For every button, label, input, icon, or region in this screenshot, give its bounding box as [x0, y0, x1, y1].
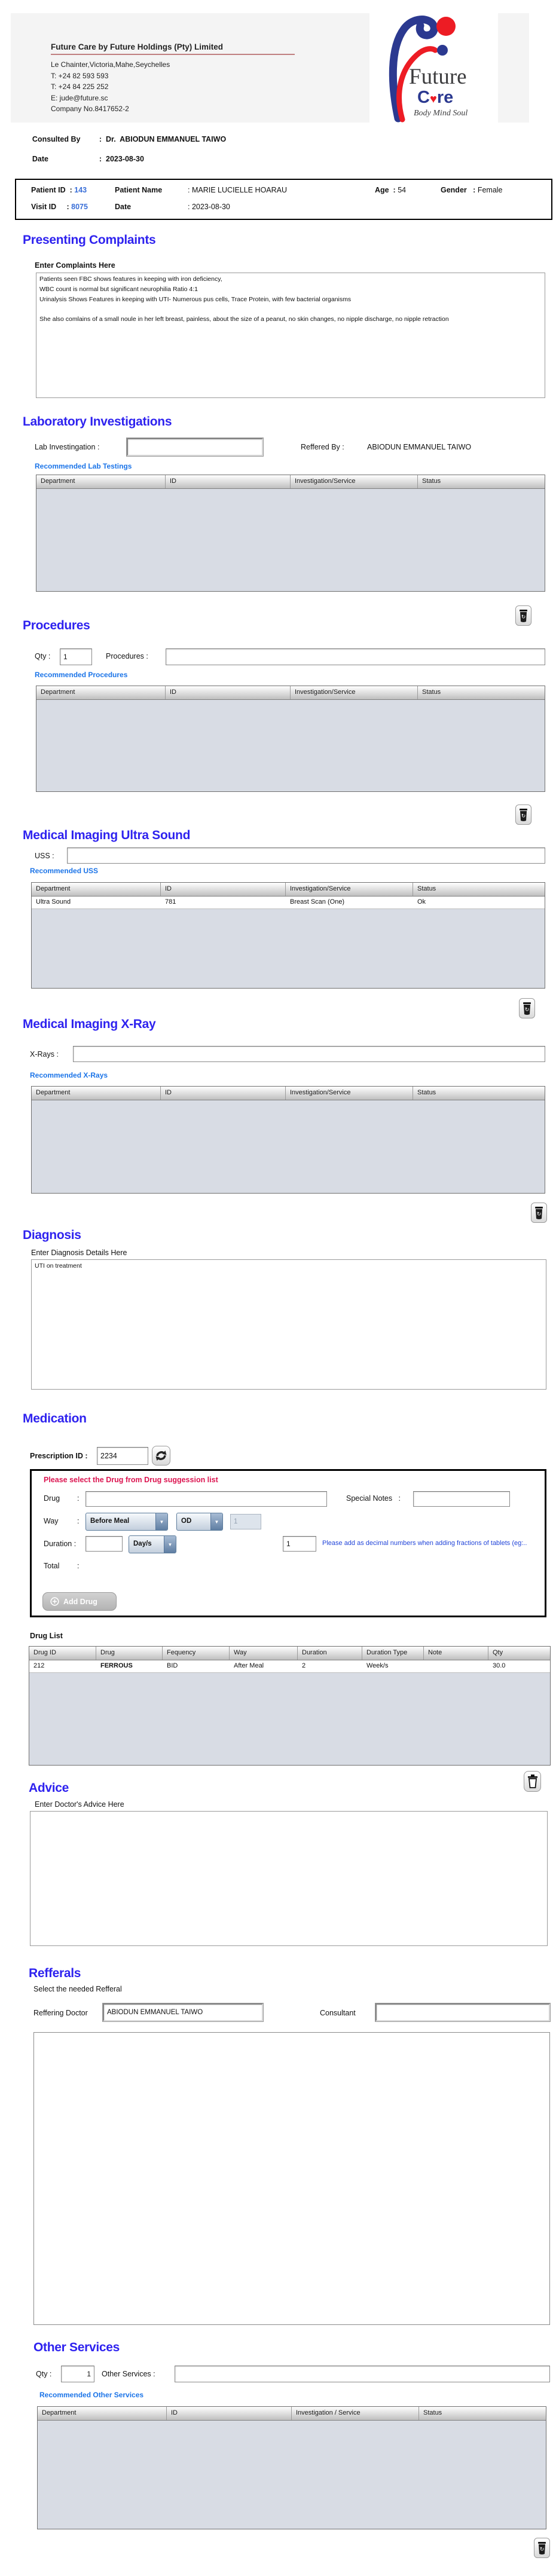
diagnosis-textarea[interactable]: [31, 1259, 546, 1390]
other-services-input-label: Other Services :: [102, 2370, 155, 2378]
section-title-advice: Advice: [29, 1781, 69, 1795]
referred-by-value: ABIODUN EMMANUEL TAIWO: [367, 443, 472, 451]
drug-input[interactable]: [85, 1491, 327, 1507]
procedures-table-header: [36, 686, 545, 700]
other-qty-input[interactable]: [61, 2366, 94, 2382]
cell-way: After Meal: [234, 1662, 264, 1669]
drug-list-header: [29, 1647, 550, 1660]
svg-text:Body Mind Soul: Body Mind Soul: [414, 109, 468, 118]
visit-id-value: 8075: [69, 203, 88, 211]
total-colon: :: [77, 1562, 80, 1570]
column-header: Department: [36, 686, 166, 699]
column-header: Status: [423, 2409, 442, 2416]
company-logo: [369, 13, 498, 123]
column-header: ID: [167, 2407, 292, 2420]
delete-procedures-table-button[interactable]: [515, 804, 531, 825]
patient-name-value: : MARIE LUCIELLE HOARAU: [188, 186, 288, 194]
visit-date-value: : 2023-08-30: [188, 203, 230, 211]
section-title-laboratory: Laboratory Investigations: [23, 415, 172, 429]
cell-department: Ultra Sound: [36, 898, 71, 905]
procedures-input[interactable]: [166, 648, 545, 665]
delete-xray-table-button[interactable]: [531, 1203, 547, 1223]
company-number-line: Company No.8417652-2: [51, 105, 129, 114]
consultant-label: Consultant: [320, 2009, 356, 2017]
way-label: Way: [44, 1517, 59, 1525]
address-line: Le Chainter,Victoria,Mahe,Seychelles: [51, 60, 170, 69]
other-qty-label: Qty :: [36, 2370, 52, 2378]
recommended-uss-label: Recommended USS: [30, 867, 99, 875]
meal-timing-select[interactable]: [85, 1513, 168, 1531]
column-header: Drug: [96, 1647, 163, 1660]
patient-id-value: 143: [72, 186, 87, 194]
column-header: Investigation/Service: [291, 475, 418, 488]
date-value: : 2023-08-30: [99, 155, 144, 163]
column-header: Fequency: [163, 1647, 230, 1660]
date-line: [24, 146, 144, 172]
column-header: Qty: [493, 1649, 503, 1656]
xray-table-header: [32, 1087, 545, 1100]
special-notes-input[interactable]: [413, 1491, 510, 1507]
age-label: Age :: [375, 186, 396, 194]
svg-text:↻: ↻: [521, 813, 526, 819]
reffering-doctor-label: Reffering Doctor: [33, 2009, 88, 2017]
future-care-logo-graphic: [369, 13, 498, 123]
trash-bin-icon: [534, 1206, 544, 1220]
complaints-textarea[interactable]: [36, 273, 545, 398]
consulted-by-value: : Dr. ABIODUN EMMANUEL TAIWO: [99, 135, 227, 143]
procedures-qty-input[interactable]: [60, 648, 92, 665]
chevron-down-icon: ▼: [164, 1536, 176, 1553]
prescription-id-label: Prescription ID :: [30, 1452, 88, 1460]
duration-type-select[interactable]: [129, 1535, 176, 1553]
section-title-refferals: Refferals: [29, 1966, 81, 1980]
patient-name-field: [115, 186, 287, 194]
way-qty-input: [230, 1514, 261, 1529]
drug-list-table: [29, 1646, 551, 1766]
patient-info-box: [15, 179, 552, 220]
delete-uss-table-button[interactable]: [519, 998, 535, 1018]
lab-testings-table: [36, 475, 545, 592]
column-header: Department: [36, 475, 166, 488]
drug-list-row[interactable]: [29, 1660, 550, 1673]
cell-duration-type: Week/s: [366, 1662, 389, 1669]
phone-line-1: T: +24 82 593 593: [51, 71, 109, 80]
cell-drug-name: FERROUS: [100, 1662, 133, 1669]
way-colon: :: [77, 1517, 80, 1525]
section-title-medication: Medication: [23, 1412, 87, 1425]
section-title-diagnosis: Diagnosis: [23, 1228, 81, 1242]
visit-id-field: [31, 203, 88, 211]
tablet-qty-input[interactable]: [283, 1536, 316, 1552]
trash-bin-icon: [518, 807, 528, 822]
column-header: Department: [32, 883, 161, 896]
gender-label: Gender :: [441, 186, 476, 194]
plus-circle-icon: [50, 1597, 59, 1606]
refresh-prescription-button[interactable]: [152, 1446, 170, 1466]
other-services-table-header: [38, 2407, 546, 2421]
xray-table: [31, 1086, 545, 1194]
patient-id-field: [31, 186, 87, 194]
meal-timing-selected-value: Before Meal: [90, 1518, 130, 1525]
column-header: Investigation/Service: [286, 883, 413, 896]
column-header: Status: [422, 689, 441, 696]
frequency-selected-value: OD: [181, 1518, 192, 1525]
procedures-table: [36, 686, 545, 792]
column-header: Status: [417, 885, 436, 892]
column-header: Duration Type: [362, 1647, 424, 1660]
trash-bin-icon: [537, 2541, 547, 2555]
cell-status: Ok: [417, 898, 426, 905]
lab-investigation-input[interactable]: [127, 438, 263, 456]
drug-colon: :: [77, 1494, 80, 1503]
visit-date-label: Date: [115, 203, 132, 211]
visit-id-label: Visit ID :: [31, 203, 69, 211]
gender-value: Female: [475, 186, 503, 194]
date-label: Date: [32, 155, 48, 163]
delete-other-services-table-button[interactable]: [534, 2538, 550, 2558]
column-header: ID: [161, 883, 286, 896]
procedures-input-label: Procedures :: [106, 652, 148, 660]
xray-input[interactable]: [73, 1046, 545, 1062]
svg-text:↻: ↻: [539, 2546, 545, 2552]
cell-drug-id: 212: [33, 1662, 45, 1669]
drug-suggestion-alert: Please select the Drug from Drug suggession list: [44, 1476, 218, 1484]
column-header: Way: [230, 1647, 298, 1660]
svg-text:C♥re: C♥re: [417, 88, 454, 107]
frequency-select[interactable]: [176, 1513, 223, 1531]
column-header: ID: [166, 686, 291, 699]
column-header: Status: [417, 1089, 436, 1096]
section-title-procedures: Procedures: [23, 619, 90, 632]
other-services-input[interactable]: [175, 2366, 550, 2382]
column-header: Investigation/Service: [291, 686, 418, 699]
column-header: Drug ID: [29, 1647, 96, 1660]
chevron-down-icon: ▼: [155, 1513, 167, 1530]
svg-text:↻: ↻: [521, 614, 526, 620]
section-title-presenting-complaints: Presenting Complaints: [23, 233, 156, 247]
drug-label: Drug: [44, 1494, 60, 1503]
recommended-xrays-label: Recommended X-Rays: [30, 1071, 108, 1079]
refresh-icon: [155, 1449, 167, 1462]
section-title-ultrasound: Medical Imaging Ultra Sound: [23, 828, 191, 842]
visit-date-field: [115, 203, 230, 211]
delete-drug-row-button[interactable]: [524, 1771, 541, 1792]
special-notes-label: Special Notes :: [346, 1494, 401, 1503]
cell-investigation: Breast Scan (One): [290, 898, 345, 905]
prescription-id-input[interactable]: [97, 1447, 148, 1465]
diagnosis-label: Enter Diagnosis Details Here: [31, 1249, 127, 1257]
patient-age-field: [375, 186, 406, 194]
fraction-note: Please add as decimal numbers when adding fractions of tablets (eg:..: [322, 1540, 527, 1547]
xray-input-label: X-Rays :: [30, 1050, 59, 1058]
cell-frequency: BID: [167, 1662, 178, 1669]
column-header: Duration: [298, 1647, 362, 1660]
refferal-subtitle: Select the needed Refferal: [33, 1985, 122, 1993]
add-drug-button[interactable]: [42, 1592, 117, 1611]
phone-line-2: T: +24 84 225 252: [51, 82, 109, 91]
column-header: Investigation / Service: [292, 2407, 419, 2420]
chevron-down-icon: ▼: [210, 1513, 222, 1530]
refferal-list-box[interactable]: [33, 2032, 550, 2325]
referred-by-label: Reffered By :: [301, 443, 344, 451]
duration-type-selected-value: Day/s: [133, 1540, 152, 1547]
company-info: [51, 42, 308, 115]
total-label: Total: [44, 1562, 60, 1570]
uss-input[interactable]: [67, 848, 545, 864]
other-services-table: [37, 2406, 546, 2529]
column-header: ID: [166, 475, 291, 488]
cell-id: 781: [165, 898, 176, 905]
lab-table-header: [36, 475, 545, 489]
patient-id-label: Patient ID :: [31, 186, 72, 194]
svg-text:↻: ↻: [536, 1211, 542, 1217]
procedures-qty-label: Qty :: [35, 652, 51, 660]
drug-entry-panel: [30, 1469, 546, 1617]
trash-bin-icon: [522, 1001, 532, 1015]
column-header: Note: [424, 1647, 488, 1660]
reffering-doctor-input[interactable]: [103, 2003, 263, 2021]
company-name: Future Care by Future Holdings (Pty) Limited: [51, 42, 295, 55]
complaints-label: Enter Complaints Here: [35, 261, 115, 270]
column-header: Department: [32, 1087, 161, 1100]
section-title-other-services: Other Services: [33, 2341, 120, 2354]
patient-gender-field: [441, 186, 503, 194]
column-header: Department: [38, 2407, 167, 2420]
cell-qty: 30.0: [493, 1662, 506, 1669]
company-header: [11, 13, 529, 123]
duration-label: Duration :: [44, 1540, 77, 1548]
column-header: ID: [161, 1087, 286, 1100]
patient-name-label: Patient Name: [115, 186, 163, 194]
consultant-input[interactable]: [375, 2003, 550, 2021]
duration-input[interactable]: [85, 1536, 123, 1552]
cell-duration: 2: [302, 1662, 306, 1669]
column-header: Investigation/Service: [286, 1087, 413, 1100]
svg-text:↻: ↻: [524, 1006, 530, 1012]
uss-input-label: USS :: [35, 852, 54, 860]
trash-bin-icon: [518, 608, 528, 623]
email-line: E: jude@future.sc: [51, 93, 108, 102]
drug-list-label: Drug List: [30, 1632, 63, 1640]
trash-can-outline-icon: [527, 1774, 539, 1789]
uss-table-row[interactable]: [32, 897, 545, 909]
section-title-xray: Medical Imaging X-Ray: [23, 1017, 156, 1031]
uss-table: [31, 882, 545, 989]
lab-investigation-label: Lab Investingation :: [35, 443, 100, 451]
advice-label: Enter Doctor's Advice Here: [35, 1800, 124, 1809]
recommended-other-services-label: Recommended Other Services: [39, 2391, 144, 2399]
uss-table-header: [32, 883, 545, 897]
cell-note: [424, 1660, 488, 1672]
consulted-by-label: Consulted By: [32, 135, 81, 143]
recommended-lab-testings-label: Recommended Lab Testings: [35, 462, 132, 470]
svg-text:Future: Future: [409, 65, 467, 89]
advice-textarea[interactable]: [30, 1811, 548, 1946]
add-drug-label: Add Drug: [63, 1597, 97, 1606]
company-address: [51, 59, 308, 115]
recommended-procedures-label: Recommended Procedures: [35, 671, 128, 679]
delete-lab-table-button[interactable]: [515, 605, 531, 626]
age-value: 54: [395, 186, 407, 194]
column-header: Status: [422, 478, 441, 485]
